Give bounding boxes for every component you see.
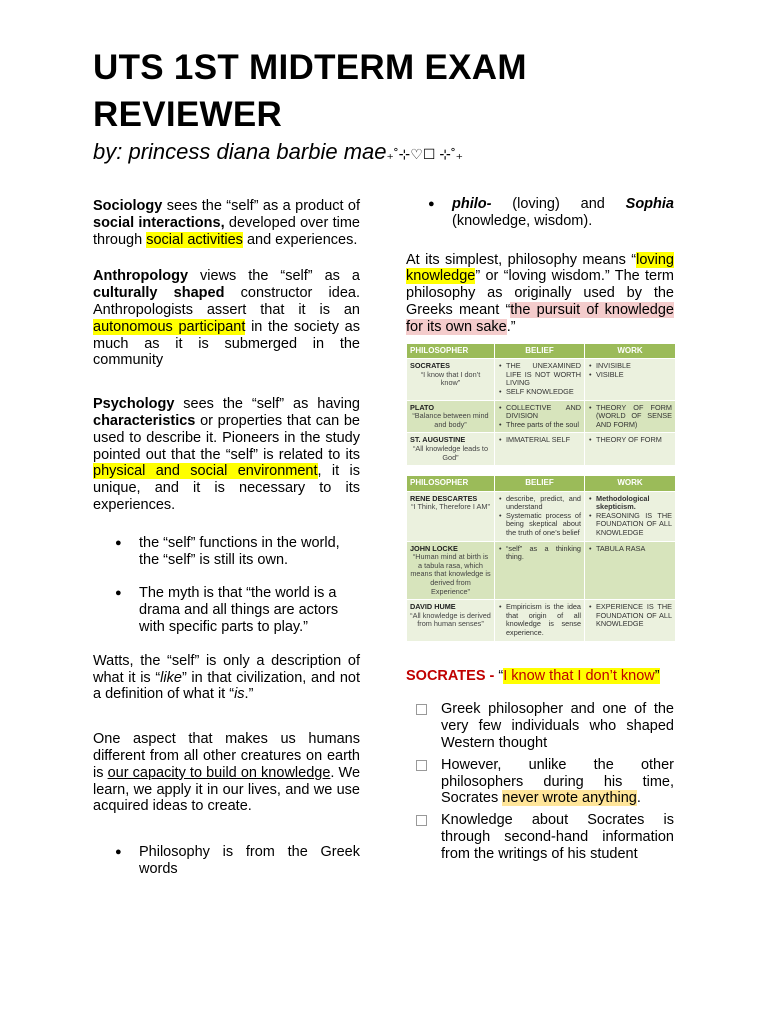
left-column (93, 198, 360, 895)
term-characteristics: characteristics (93, 412, 196, 429)
belief-item: • Three parts of the soul (498, 421, 581, 430)
belief-cell (495, 491, 585, 541)
text: constructor idea. Anthropologists assert that it is an (93, 285, 360, 318)
list-item: ● The myth is that “the world is a drama and all things are actors with specific parts to play.” (93, 585, 360, 635)
philosophy-definition (406, 252, 674, 336)
work-cell (585, 600, 676, 641)
sociology-paragraph (93, 198, 360, 248)
belief-item: • IMMATERIAL SELF (498, 436, 581, 445)
text: At its simplest, philosophy means “ (406, 251, 637, 268)
philosopher-quote: “Human mind at birth is a tabula rasa, which means that knowledge is derived from Experience” (410, 552, 491, 596)
table-row (407, 600, 676, 641)
highlight-socrates-quote: I know that I don’t know (503, 667, 655, 684)
list-item (406, 196, 674, 230)
text: or properties that can be used to describe it. Pioneers in the study pointed out that the “self” is related to its (93, 412, 360, 463)
work-cell (585, 491, 676, 541)
text: .” (506, 318, 516, 335)
socrates-heading (406, 668, 674, 685)
emphasis-is: is (234, 686, 245, 703)
column-header: BELIEF (495, 343, 585, 359)
text: One aspect that makes us humans different from all other creatures on earth is (93, 731, 360, 781)
table-row (407, 359, 676, 400)
belief-item: • “self” as a thinking thing. (498, 545, 581, 562)
work-item: • Methodological skepticism. (588, 495, 672, 512)
text: ” in that civilization, and not a definition of what it “ (93, 669, 361, 703)
text: and experiences. (242, 231, 358, 248)
philosopher-cell (407, 541, 495, 600)
text: “ (498, 667, 504, 684)
byline-text: by: princess diana barbie mae (93, 139, 387, 164)
author-byline (93, 139, 463, 165)
byline-decoration: ₊˚⊹♡☐ ⊹˚₊ (386, 146, 464, 162)
table-row (407, 433, 676, 466)
right-column (406, 196, 674, 868)
philosopher-cell (407, 359, 495, 400)
work-item: • THEORY OF FORM (WORLD OF SENSE AND FORM) (588, 404, 672, 430)
philosopher-cell (407, 400, 495, 433)
list-item: Knowledge about Socrates is through second-hand information from the writings of his student (406, 812, 674, 862)
self-bullet-list (93, 535, 360, 636)
philosopher-quote: “All knowledge is derived from human senses” (410, 610, 491, 629)
text: . (636, 790, 641, 807)
work-item: • THEORY OF FORM (588, 436, 672, 445)
column-header: BELIEF (495, 476, 585, 492)
term-sophia: Sophia (625, 196, 674, 212)
belief-cell (495, 600, 585, 641)
text: (knowledge, wisdom). (452, 212, 593, 229)
work-cell (585, 433, 676, 466)
work-item: • EXPERIENCE IS THE FOUNDATION OF ALL KNOWLEDGE (588, 603, 672, 629)
table-row (407, 491, 676, 541)
text: Watts, the “self” is only a description of what it is “ (93, 652, 360, 686)
document-title: UTS 1ST MIDTERM EXAM REVIEWER (93, 48, 527, 134)
philosopher-quote: “I know that I don’t know” (420, 369, 481, 388)
philosopher-table-2 (406, 475, 676, 642)
philosopher-cell (407, 433, 495, 466)
philosopher-name: SOCRATES (410, 361, 451, 371)
table-row (407, 541, 676, 600)
philosopher-name: ST. AUGUSTINE (410, 435, 466, 445)
text: in the society as much as it is submerged in the community (93, 318, 360, 369)
highlight-pursuit-of-knowledge: the pursuit of knowledge for its own sake (406, 301, 675, 335)
belief-cell (495, 359, 585, 400)
knowledge-paragraph (93, 731, 360, 815)
belief-cell (495, 433, 585, 466)
philosopher-cell (407, 491, 495, 541)
belief-item: • Systematic process of being skeptical about the truth of one’s belief (498, 512, 581, 538)
column-header: WORK (585, 476, 676, 492)
philosopher-name: JOHN LOCKE (410, 543, 458, 553)
list-item: Greek philosopher and one of the very few individuals who shaped Western thought (406, 701, 674, 751)
term-social-interactions: social interactions, (93, 214, 225, 231)
list-item: ● Philosophy is from the Greek words (93, 844, 360, 878)
highlight-autonomous-participant: autonomous participant (93, 318, 246, 335)
term-culturally-shaped: culturally shaped (93, 285, 225, 302)
work-cell (585, 400, 676, 433)
highlight-loving-knowledge: loving knowledge (406, 251, 674, 285)
list-item (406, 757, 674, 807)
philo-bullet-list (406, 196, 674, 230)
text: .” (244, 686, 254, 703)
term-sociology: Sociology (93, 198, 163, 214)
term-philo: philo- (452, 196, 492, 212)
philosopher-table-1 (406, 343, 676, 467)
emphasis-like: like (160, 669, 182, 686)
text: developed over time through (93, 214, 360, 248)
belief-item: • describe, predict, and understand (498, 495, 581, 512)
philosophy-bullet-list (93, 844, 360, 878)
watts-paragraph (93, 653, 360, 703)
term-psychology: Psychology (93, 396, 175, 413)
term-anthropology: Anthropology (93, 268, 189, 285)
belief-item: • SELF KNOWLEDGE (498, 388, 581, 397)
underlined-capacity: our capacity to build on knowledge (107, 764, 331, 781)
text: - (485, 667, 499, 684)
philosopher-quote: “I Think, Therefore I AM” (411, 502, 490, 512)
work-item: • VISIBLE (588, 371, 672, 380)
list-item: ● the “self” functions in the world, the “self” is still its own. (93, 535, 360, 569)
anthropology-paragraph (93, 268, 360, 369)
highlight-social-activities: social activities (146, 231, 243, 248)
belief-item: • Empiricism is the idea that origin of all knowledge is sense experience. (498, 603, 581, 637)
belief-cell (495, 541, 585, 600)
work-item: • INVISIBLE (588, 362, 672, 371)
socrates-facts-list (406, 701, 674, 862)
philosopher-quote: “All knowledge leads to God” (412, 443, 489, 462)
work-item: • REASONING IS THE FOUNDATION OF ALL KNOWLEDGE (588, 512, 672, 538)
philosopher-name: PLATO (410, 402, 435, 412)
text: sees the “self” as a product of (162, 198, 360, 214)
philosopher-name: DAVID HUME (410, 602, 456, 612)
socrates-label: SOCRATES (406, 667, 486, 684)
belief-cell (495, 400, 585, 433)
column-header: PHILOSOPHER (407, 343, 495, 359)
text: , it is unique, and it is necessary to its experiences. (93, 463, 361, 513)
text: However, unlike the other philosophers during his time, Socrates (441, 756, 674, 807)
philosopher-name: RENE DESCARTES (410, 493, 478, 503)
belief-item: • COLLECTIVE AND DIVISION (498, 404, 581, 421)
philosopher-quote: “Balance between mind and body” (412, 411, 489, 429)
text: (loving) and (491, 196, 626, 212)
work-item: • TABULA RASA (588, 545, 672, 554)
text: ” or “loving wisdom.” The term philosophy as originally used by the Greeks meant “ (406, 268, 674, 318)
belief-item: • THE UNEXAMINED LIFE IS NOT WORTH LIVING (498, 362, 581, 388)
highlight-physical-social-environment: physical and social environment (93, 463, 318, 480)
psychology-paragraph (93, 396, 360, 514)
column-header: WORK (585, 343, 676, 359)
table-row (407, 400, 676, 433)
text: views the “self” as a (188, 268, 360, 285)
philosopher-cell (407, 600, 495, 641)
table-header-row (407, 343, 676, 359)
column-header: PHILOSOPHER (407, 476, 495, 492)
text: sees the “self” as having (174, 396, 360, 413)
work-cell (585, 541, 676, 600)
text: . We learn, we apply it in our lives, and we use acquired ideas to create. (93, 764, 361, 815)
highlight-never-wrote: never wrote anything (502, 790, 637, 807)
text: ” (654, 667, 660, 684)
table-header-row (407, 476, 676, 492)
work-cell (585, 359, 676, 400)
